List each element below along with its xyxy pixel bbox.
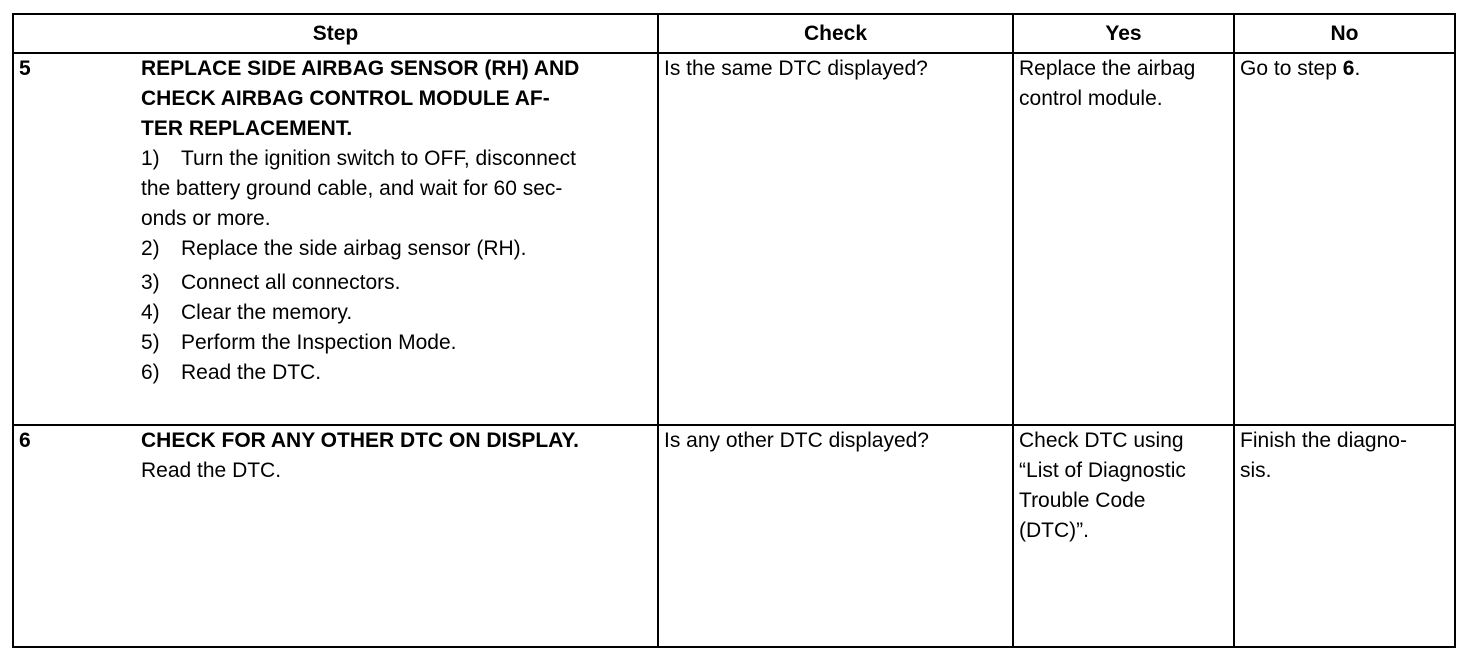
step-item: 5) Perform the Inspection Mode. bbox=[141, 331, 457, 354]
step-number: 5 bbox=[13, 53, 136, 425]
header-yes: Yes bbox=[1013, 14, 1234, 53]
step-item: 1) Turn the ignition switch to OFF, disconnect bbox=[141, 147, 576, 170]
step-item: 2) Replace the side airbag sensor (RH). bbox=[141, 237, 527, 260]
header-step: Step bbox=[13, 14, 658, 53]
step-item: 3) Connect all connectors. bbox=[141, 271, 401, 294]
header-no: No bbox=[1234, 14, 1455, 53]
yes-cell: Replace the airbag control module. bbox=[1013, 53, 1234, 425]
no-cell: Finish the diagno- sis. bbox=[1234, 425, 1455, 647]
table-row bbox=[13, 53, 1455, 425]
step-subtext: Read the DTC. bbox=[141, 459, 282, 482]
yes-cell: Check DTC using “List of Diagnostic Trouble Code (DTC)”. bbox=[1013, 425, 1234, 647]
header-row bbox=[13, 14, 1455, 53]
step-title: REPLACE SIDE AIRBAG SENSOR (RH) AND CHECK AIRBAG CONTROL MODULE AF- TER REPLACEMENT. bbox=[141, 57, 580, 140]
check-cell: Is the same DTC displayed? bbox=[658, 53, 1013, 425]
table-row bbox=[13, 425, 1455, 647]
step-item: 6) Read the DTC. bbox=[141, 361, 322, 384]
step-reference: 6 bbox=[1342, 57, 1355, 80]
step-description: REPLACE SIDE AIRBAG SENSOR (RH) AND CHECK AIRBAG CONTROL MODULE AF- TER REPLACEMENT. 1) Turn the ignition switch to OFF, disconnect the battery ground cable, and wait for 60 sec- onds or more. 2) Replace the side airbag sensor (RH). 3) Connect all connectors. 4) Clear the memory. 5) Perform the Inspection Mode. 6) Read the DTC. bbox=[136, 53, 658, 425]
step-description bbox=[136, 425, 658, 647]
step-item: 4) Clear the memory. bbox=[141, 301, 353, 324]
diagnostic-table bbox=[12, 13, 1456, 648]
step-title: CHECK FOR ANY OTHER DTC ON DISPLAY. bbox=[141, 429, 579, 452]
no-cell: Go to step 6. bbox=[1234, 53, 1455, 425]
header-check: Check bbox=[658, 14, 1013, 53]
step-number: 6 bbox=[13, 425, 136, 647]
check-cell: Is any other DTC displayed? bbox=[658, 425, 1013, 647]
